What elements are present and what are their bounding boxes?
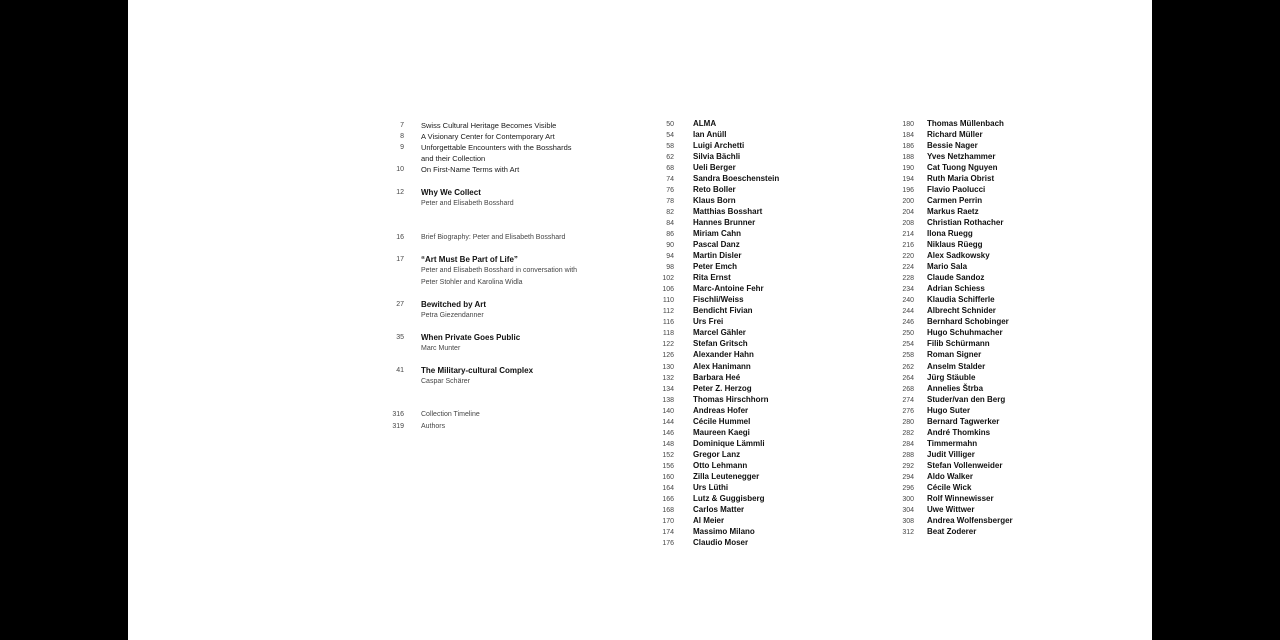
artist-name: Niklaus Rüegg	[927, 240, 983, 250]
essays-column	[374, 120, 614, 433]
entry-title: Swiss Cultural Heritage Becomes Visible	[421, 121, 557, 130]
page-number: 220	[902, 253, 914, 261]
page-number: 316	[392, 411, 404, 418]
artist-name: Beat Zoderer	[927, 527, 977, 537]
artist-entry	[874, 118, 1013, 129]
artist-name: Urs Lüthi	[693, 483, 729, 493]
page-number: 112	[662, 308, 674, 316]
toc-entry	[374, 421, 614, 433]
page-number: 216	[902, 242, 914, 250]
artist-entry	[874, 316, 1013, 327]
artist-entry	[874, 471, 1013, 482]
artist-name: Roman Signer	[927, 350, 982, 360]
toc-entry	[374, 299, 614, 322]
page-number: 268	[902, 385, 914, 393]
artist-entry	[634, 118, 779, 129]
artist-name: Marc-Antoine Fehr	[693, 284, 764, 294]
page-number: 246	[902, 319, 914, 327]
artist-entry	[634, 316, 779, 327]
page-number: 132	[662, 374, 674, 382]
page-number: 244	[902, 308, 914, 316]
artist-entry	[874, 173, 1013, 184]
artist-entry	[634, 206, 779, 217]
page-number: 284	[902, 440, 914, 448]
artist-name: Stefan Vollenweider	[927, 460, 1003, 470]
page-number: 102	[662, 275, 674, 283]
artist-entry	[874, 151, 1013, 162]
entry-title: Collection Timeline	[421, 411, 480, 418]
page-number: 300	[902, 496, 914, 504]
toc-entry	[374, 254, 614, 289]
artist-entry	[634, 438, 779, 449]
page-number: 58	[666, 142, 674, 150]
page-number: 148	[662, 440, 674, 448]
artist-name: Peter Emch	[693, 262, 738, 272]
page-number: 186	[902, 142, 914, 150]
artist-name: Yves Netzhammer	[927, 151, 996, 161]
artist-entry	[874, 338, 1013, 349]
artist-entry	[874, 162, 1013, 173]
page-number: 116	[662, 319, 674, 327]
page-number: 292	[902, 462, 914, 470]
artist-name: Hugo Schuhmacher	[927, 328, 1003, 338]
artist-name: Silvia Bächli	[693, 151, 741, 161]
page-number: 190	[902, 164, 914, 172]
artist-entry	[634, 537, 779, 548]
artist-name: Alex Hanimann	[693, 361, 751, 371]
artist-entry	[634, 228, 779, 239]
artist-entry	[874, 515, 1013, 526]
page-number: 16	[396, 234, 404, 241]
artist-name: Annelies Štrba	[927, 383, 984, 393]
essay-group	[374, 332, 614, 355]
artist-name: Aldo Walker	[927, 472, 973, 481]
entry-author: Petra Giezendanner	[421, 312, 484, 319]
artist-entry	[874, 405, 1013, 416]
artist-entry	[874, 272, 1013, 283]
artist-name: Ian Anüll	[693, 129, 727, 139]
artist-name: Ueli Berger	[693, 162, 736, 172]
page-number: 17	[396, 256, 404, 263]
entry-title: A Visionary Center for Contemporary Art	[421, 132, 555, 141]
page-number: 156	[662, 462, 674, 470]
page-number: 282	[902, 429, 914, 437]
artist-name: Claude Sandoz	[927, 273, 985, 283]
artist-name: Thomas Hirschhorn	[693, 394, 769, 404]
artist-name: Timmermahn	[927, 438, 978, 448]
entry-title: Unforgettable Encounters with the Bosshards	[421, 143, 572, 152]
artist-name: Klaudia Schifferle	[927, 295, 995, 305]
artist-entry	[874, 394, 1013, 405]
essay-group	[374, 409, 614, 433]
artist-name: Reto Boller	[693, 184, 736, 194]
artist-entry	[634, 460, 779, 471]
entry-text	[421, 365, 533, 388]
entry-author: Peter and Elisabeth Bosshard	[421, 200, 514, 207]
entry-text	[421, 131, 555, 142]
page-number: 254	[902, 341, 914, 349]
page-number: 78	[666, 197, 674, 205]
artist-name: Hannes Brunner	[693, 217, 756, 227]
artist-entry	[634, 372, 779, 383]
page-number: 74	[666, 175, 674, 183]
artist-entry	[634, 283, 779, 294]
artist-name: Martin Disler	[693, 251, 742, 261]
entry-title: Authors	[421, 423, 446, 430]
artists-column-1	[634, 118, 779, 549]
page-number: 8	[400, 133, 404, 140]
page-number: 90	[666, 242, 674, 250]
artist-entry	[634, 140, 779, 151]
artist-entry	[634, 184, 779, 195]
artist-name: Christian Rothacher	[927, 217, 1004, 227]
page-number: 54	[666, 131, 674, 139]
page-number: 10	[396, 166, 404, 173]
artist-entry	[634, 394, 779, 405]
artist-name: Otto Lehmann	[693, 460, 748, 470]
artist-name: Bernard Tagwerker	[927, 416, 1000, 426]
essay-group	[374, 365, 614, 388]
entry-text	[421, 187, 514, 210]
page-number: 122	[662, 341, 674, 349]
page-number: 134	[662, 385, 674, 393]
page-number: 196	[902, 186, 914, 194]
artist-entry	[874, 184, 1013, 195]
artist-name: Mario Sala	[927, 262, 968, 272]
entry-text	[421, 254, 577, 289]
page-number: 126	[662, 352, 674, 360]
toc-entry	[374, 187, 614, 210]
entry-text	[421, 299, 486, 322]
page-number: 12	[396, 189, 404, 196]
page-number: 82	[666, 208, 674, 216]
artist-entry	[874, 372, 1013, 383]
page-number: 98	[666, 264, 674, 272]
entry-title: “Art Must Be Part of Life”	[421, 255, 518, 264]
toc-entry	[374, 365, 614, 388]
page-number: 280	[902, 418, 914, 426]
entry-author: Caspar Schärer	[421, 378, 471, 385]
toc-entry	[374, 232, 614, 244]
page-number: 7	[400, 122, 404, 129]
artist-entry	[634, 526, 779, 537]
toc-entry	[374, 409, 614, 421]
page-number: 140	[662, 407, 674, 415]
artist-entry	[634, 338, 779, 349]
artist-name: Markus Raetz	[927, 206, 979, 216]
entry-author: Peter and Elisabeth Bosshard in conversation with	[421, 267, 578, 274]
essay-group	[374, 232, 614, 244]
entry-text	[421, 164, 519, 175]
artist-name: Bessie Nager	[927, 140, 978, 150]
page-number: 62	[666, 153, 674, 161]
artist-name: Carlos Matter	[693, 505, 745, 515]
page-number: 9	[400, 144, 404, 151]
entry-text	[421, 332, 520, 355]
artist-name: Uwe Wittwer	[927, 505, 975, 515]
page-number: 41	[396, 367, 404, 374]
page-number: 188	[902, 153, 914, 161]
page-number: 250	[902, 330, 914, 338]
entry-title: Brief Biography: Peter and Elisabeth Bosshard	[421, 234, 566, 241]
artist-name: Marcel Gähler	[693, 328, 746, 338]
artist-name: Peter Z. Herzog	[693, 383, 752, 393]
artist-entry	[874, 239, 1013, 250]
artist-name: Al Meier	[693, 516, 725, 526]
artist-name: Cat Tuong Nguyen	[927, 162, 998, 172]
artist-name: Pascal Danz	[693, 240, 740, 250]
page-number: 110	[662, 297, 674, 305]
artist-entry	[874, 195, 1013, 206]
page-number: 130	[662, 363, 674, 371]
entry-text	[421, 421, 445, 433]
page-number: 86	[666, 230, 674, 238]
artist-entry	[634, 195, 779, 206]
artist-entry	[874, 427, 1013, 438]
artist-entry	[874, 283, 1013, 294]
page-number: 240	[902, 297, 914, 305]
artist-entry	[634, 383, 779, 394]
page-number: 224	[902, 264, 914, 272]
artist-entry	[634, 493, 779, 504]
artist-entry	[634, 129, 779, 140]
page-number: 152	[662, 451, 674, 459]
page-number: 264	[902, 374, 914, 382]
essay-group	[374, 120, 614, 175]
page-number: 276	[902, 407, 914, 415]
artist-name: Luigi Archetti	[693, 140, 745, 150]
toc-entry	[374, 142, 614, 164]
artist-name: Cécile Hummel	[693, 416, 751, 426]
page-number: 164	[662, 485, 674, 493]
page-number: 27	[396, 301, 404, 308]
artist-entry	[634, 471, 779, 482]
artist-entry	[874, 250, 1013, 261]
entry-title: The Military-cultural Complex	[421, 366, 534, 375]
page-number: 204	[902, 208, 914, 216]
page-number: 144	[662, 418, 674, 426]
artist-name: Maureen Kaegi	[693, 427, 750, 437]
artist-name: Adrian Schiess	[927, 284, 985, 294]
artist-entry	[634, 272, 779, 283]
artist-entry	[874, 504, 1013, 515]
entry-text	[421, 120, 556, 131]
page-number: 296	[902, 485, 914, 493]
artist-entry	[634, 151, 779, 162]
artist-entry	[874, 217, 1013, 228]
page-number: 76	[666, 186, 674, 194]
page-number: 106	[662, 286, 674, 294]
entry-author: Peter Stohler and Karolina Widla	[421, 279, 523, 286]
artist-entry	[874, 327, 1013, 338]
artist-entry	[874, 140, 1013, 151]
artist-entry	[634, 515, 779, 526]
artist-entry	[634, 261, 779, 272]
artist-entry	[634, 504, 779, 515]
entry-title: and their Collection	[421, 154, 486, 163]
page-number: 200	[902, 197, 914, 205]
artist-name: Urs Frei	[693, 317, 724, 327]
page-number: 68	[666, 164, 674, 172]
page-number: 180	[902, 120, 914, 128]
artist-entry	[874, 261, 1013, 272]
artists-column-2	[874, 118, 1013, 538]
artist-entry	[874, 206, 1013, 217]
artist-name: Lutz & Guggisberg	[693, 494, 765, 504]
entry-title: On First-Name Terms with Art	[421, 165, 520, 174]
artist-name: Carmen Perrin	[927, 195, 983, 205]
artist-entry	[874, 493, 1013, 504]
artist-entry	[874, 526, 1013, 537]
artist-name: Rolf Winnewisser	[927, 494, 994, 504]
entry-text	[421, 232, 565, 244]
page-number: 166	[662, 496, 674, 504]
page-number: 294	[902, 474, 914, 481]
artist-entry	[634, 250, 779, 261]
page-number: 35	[396, 334, 404, 341]
artist-entry	[634, 416, 779, 427]
page-number: 168	[662, 507, 674, 515]
page-number: 208	[902, 219, 914, 227]
page-number: 214	[902, 230, 914, 238]
artist-name: Bernhard Schobinger	[927, 317, 1009, 327]
artist-entry	[874, 416, 1013, 427]
page-number: 274	[902, 396, 914, 404]
artist-entry	[874, 460, 1013, 471]
page-number: 176	[662, 540, 674, 548]
artist-name: Hugo Suter	[927, 405, 971, 415]
artist-entry	[874, 294, 1013, 305]
artist-entry	[634, 217, 779, 228]
page-number: 312	[902, 529, 914, 537]
artist-entry	[634, 305, 779, 316]
artist-name: Stefan Gritsch	[693, 339, 748, 349]
essay-group	[374, 187, 614, 210]
page-number: 94	[666, 253, 674, 261]
toc-entry	[374, 164, 614, 175]
entry-text	[421, 142, 572, 164]
page-number: 319	[392, 423, 404, 430]
artist-entry	[634, 405, 779, 416]
entry-author: Marc Munter	[421, 345, 461, 352]
artist-name: ALMA	[693, 118, 717, 128]
artist-name: Ruth Maria Obrist	[927, 173, 995, 183]
page-number: 174	[662, 529, 674, 537]
artist-name: Claudio Moser	[693, 538, 749, 548]
page-number: 146	[662, 429, 674, 437]
artist-entry	[874, 349, 1013, 360]
artist-name: Anselm Stalder	[927, 361, 986, 371]
entry-title: Bewitched by Art	[421, 300, 487, 309]
toc-entry	[374, 120, 614, 131]
artist-name: Rita Ernst	[693, 273, 731, 283]
artist-entry	[874, 438, 1013, 449]
page-number: 288	[902, 451, 914, 459]
entry-title: Why We Collect	[421, 188, 481, 197]
artist-name: Miriam Cahn	[693, 228, 742, 238]
artist-name: Klaus Born	[693, 195, 736, 205]
artist-name: Alex Sadkowsky	[927, 251, 990, 261]
artist-name: Thomas Müllenbach	[927, 118, 1004, 128]
essay-group	[374, 299, 614, 322]
artist-name: Flavio Paolucci	[927, 184, 986, 194]
artist-entry	[874, 129, 1013, 140]
page-number: 228	[902, 275, 914, 283]
page-number: 184	[902, 131, 914, 139]
page-number: 50	[666, 120, 674, 128]
artist-name: Zilla Leutenegger	[693, 472, 760, 481]
entry-title: When Private Goes Public	[421, 333, 521, 342]
artist-name: André Thomkins	[927, 427, 991, 437]
artist-name: Judit Villiger	[927, 449, 975, 459]
toc-entry	[374, 332, 614, 355]
artist-name: Jürg Stäuble	[927, 372, 976, 382]
artist-entry	[634, 294, 779, 305]
artist-entry	[874, 383, 1013, 394]
artist-name: Dominique Lämmli	[693, 438, 765, 448]
page-number: 304	[902, 507, 914, 515]
artist-entry	[634, 162, 779, 173]
page-number: 258	[902, 352, 914, 360]
artist-name: Albrecht Schnider	[927, 306, 996, 316]
page-number: 234	[902, 286, 914, 294]
page-number: 138	[662, 396, 674, 404]
artist-name: Andreas Hofer	[693, 405, 749, 415]
artist-name: Alexander Hahn	[693, 350, 754, 360]
artist-name: Fischli/Weiss	[693, 295, 744, 305]
artist-entry	[874, 482, 1013, 493]
artist-entry	[634, 449, 779, 460]
page-number: 308	[902, 518, 914, 526]
page-number: 262	[902, 363, 914, 371]
artist-entry	[634, 427, 779, 438]
artist-name: Gregor Lanz	[693, 449, 741, 459]
artist-entry	[874, 449, 1013, 460]
artist-entry	[634, 482, 779, 493]
page-number: 170	[662, 518, 674, 526]
artist-name: Richard Müller	[927, 129, 983, 139]
entry-text	[421, 409, 480, 421]
essay-group	[374, 254, 614, 289]
artist-name: Ilona Ruegg	[927, 228, 973, 238]
artist-entry	[634, 173, 779, 184]
artist-entry	[874, 361, 1013, 372]
artist-name: Andrea Wolfensberger	[927, 516, 1013, 526]
artist-name: Cécile Wick	[927, 483, 972, 493]
page-number: 84	[666, 219, 674, 227]
artist-name: Barbara Heé	[693, 372, 741, 382]
artist-entry	[634, 361, 779, 372]
artist-entry	[874, 228, 1013, 239]
artist-name: Bendicht Fivian	[693, 306, 753, 316]
artist-entry	[874, 305, 1013, 316]
page-number: 160	[662, 474, 674, 481]
artist-name: Massimo Milano	[693, 527, 755, 537]
artist-entry	[634, 327, 779, 338]
page-number: 194	[902, 175, 914, 183]
artist-name: Studer/van den Berg	[927, 394, 1006, 404]
toc-entry	[374, 131, 614, 142]
artist-name: Matthias Bosshart	[693, 206, 763, 216]
artist-name: Filib Schürmann	[927, 339, 990, 349]
artist-name: Sandra Boeschenstein	[693, 173, 780, 183]
book-page	[128, 0, 1152, 640]
artist-entry	[634, 239, 779, 250]
artist-entry	[634, 349, 779, 360]
page-number: 118	[662, 330, 674, 338]
